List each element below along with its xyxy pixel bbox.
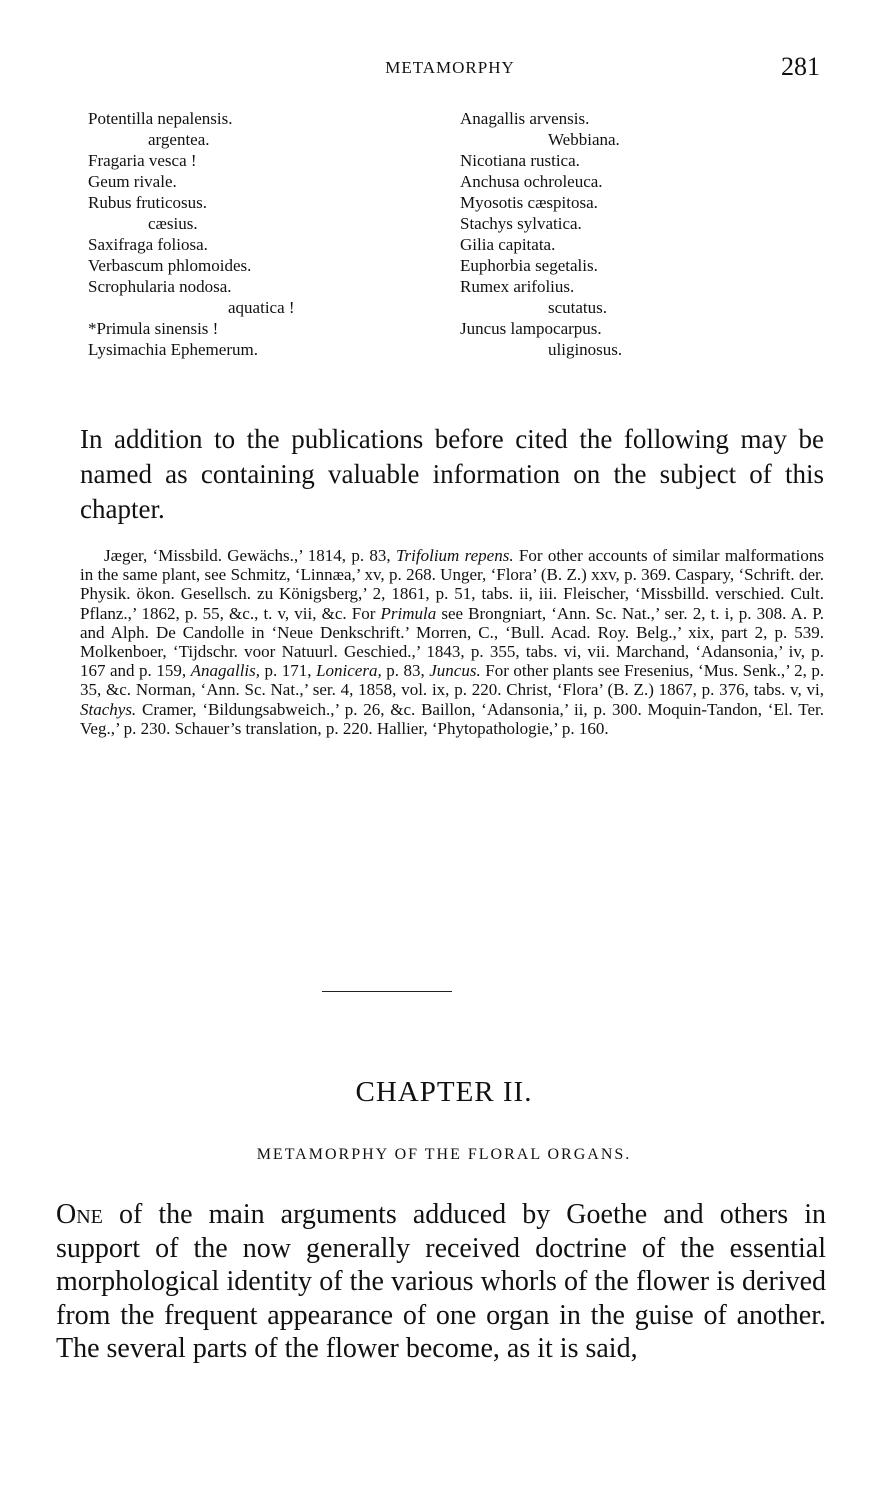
page-number: 281: [781, 52, 820, 81]
species-entry: Myosotis cæspitosa.: [460, 193, 598, 212]
species-entry: Anagallis arvensis.: [460, 109, 590, 128]
reference-italic: Juncus.: [429, 661, 481, 681]
opening-text: of the main arguments adduced by Goethe and others in support of the now generally received doctrine of the essential morphological identity of the various whorls of the flower is derived from the frequent appearance of one organ in the guise of another. The several parts of the flower become, as it is said,: [56, 1199, 826, 1364]
species-entry: cæsius.: [148, 214, 198, 233]
chapter-title: CHAPTER II.: [355, 1076, 533, 1108]
species-entry: Fragaria vesca !: [88, 151, 197, 170]
chapter-opening-paragraph: [56, 1198, 826, 1366]
species-entry: Juncus lampocarpus.: [460, 319, 602, 338]
species-entry: Anchusa ochroleuca.: [460, 172, 603, 191]
species-entry: Gilia capitata.: [460, 235, 556, 254]
species-entry: Stachys sylvatica.: [460, 214, 582, 233]
species-entry: uliginosus.: [548, 340, 623, 359]
species-entry: aquatica !: [228, 298, 295, 317]
reference-text: Jæger, ‘Missbild. Gewächs.,’ 1814, p. 83,: [104, 546, 391, 565]
opening-word: One: [56, 1199, 103, 1230]
species-column-right: [460, 108, 720, 360]
species-entry: Rubus fruticosus.: [88, 193, 207, 212]
lead-paragraph: In addition to the publications before cited the following may be named as containing valuable information on the subject of this chapter.: [80, 424, 824, 524]
reference-italic: Primula: [380, 603, 437, 623]
species-entry: Geum rivale.: [88, 172, 177, 191]
reference-text: p. 171,: [264, 661, 312, 681]
species-entry: Scrophularia nodosa.: [88, 277, 232, 296]
species-entry: Saxifraga foliosa.: [88, 235, 208, 254]
species-entry: Webbiana.: [548, 130, 620, 149]
species-column-left: [88, 108, 388, 360]
reference-italic: Trifolium repens.: [396, 546, 514, 565]
species-entry: argentea.: [148, 130, 210, 149]
species-entry: Verbascum phlomoides.: [88, 256, 252, 275]
species-entry: Nicotiana rustica.: [460, 151, 580, 170]
reference-italic: Anagallis,: [190, 661, 261, 681]
species-entry: Potentilla nepalensis.: [88, 109, 233, 128]
reference-text: p. 83,: [386, 661, 425, 681]
running-head: [80, 52, 820, 82]
species-entry: *Primula sinensis !: [88, 319, 219, 338]
section-divider: [322, 991, 452, 992]
reference-text: Cramer, ‘Bildungsabweich.,’ p. 26, &c. Baillon, ‘Adansonia,’ ii, p. 300. Moquin-Tandon, ‘El. Ter. Veg.,’ p. 230. Schauer’s translation, p. 220. Hallier, ‘Phytopathologie,’ p. 160.: [80, 699, 825, 738]
running-title: METAMORPHY: [385, 58, 515, 77]
species-entry: scutatus.: [548, 298, 608, 317]
reference-italic: Stachys.: [80, 699, 137, 719]
species-entry: Euphorbia segetalis.: [460, 256, 598, 275]
reference-text: For other accounts of similar malformations in the same plant, see Schmitz, ‘Linnæa,’ xv, p. 268. Unger, ‘Flora’ (B. Z.) xxv, p. 369. Caspary, ‘Schrift. der. Physik. ökon. Gesellsch. zu Königsberg,’ 2, 1861, p. 51, tabs. ii, iii. Fleischer, ‘Missbilld. verschied. Cult. Pflanz.,’ 1862, p. 55, &c., t. v, vii, &c. For: [80, 546, 825, 623]
chapter-subtitle: METAMORPHY OF THE FLORAL ORGANS.: [256, 1146, 632, 1163]
references-footnote: [80, 546, 824, 738]
reference-italic: Lonicera,: [316, 661, 382, 681]
species-entry: Rumex arifolius.: [460, 277, 575, 296]
reference-text: see Brongniart, ‘Ann. Sc. Nat.,’ ser. 2, t. i, p. 308. A. P. and Alph. De Candolle in ‘Neue Denkschrift.’ Morren, C., ‘Bull. Acad. Roy. Belg.,’ xix, part 2, p. 539. Molkenboer, ‘Tijdschr. voor Natuurl. Geschied.,’ 1843, p. 355, tabs. vi, vii. Marchand, ‘Adansonia,’ iv, p. 167 and p. 159,: [80, 603, 825, 681]
references-paragraph: [80, 546, 824, 738]
species-entry: Lysimachia Ephemerum.: [88, 340, 258, 359]
reference-text: For other plants see Fresenius, ‘Mus. Senk.,’ 2, p. 35, &c. Norman, ‘Ann. Sc. Nat.,’ ser. 4, 1858, vol. ix, p. 220. Christ, ‘Flora’ (B. Z.) 1867, p. 376, tabs. v, vi,: [80, 661, 825, 700]
